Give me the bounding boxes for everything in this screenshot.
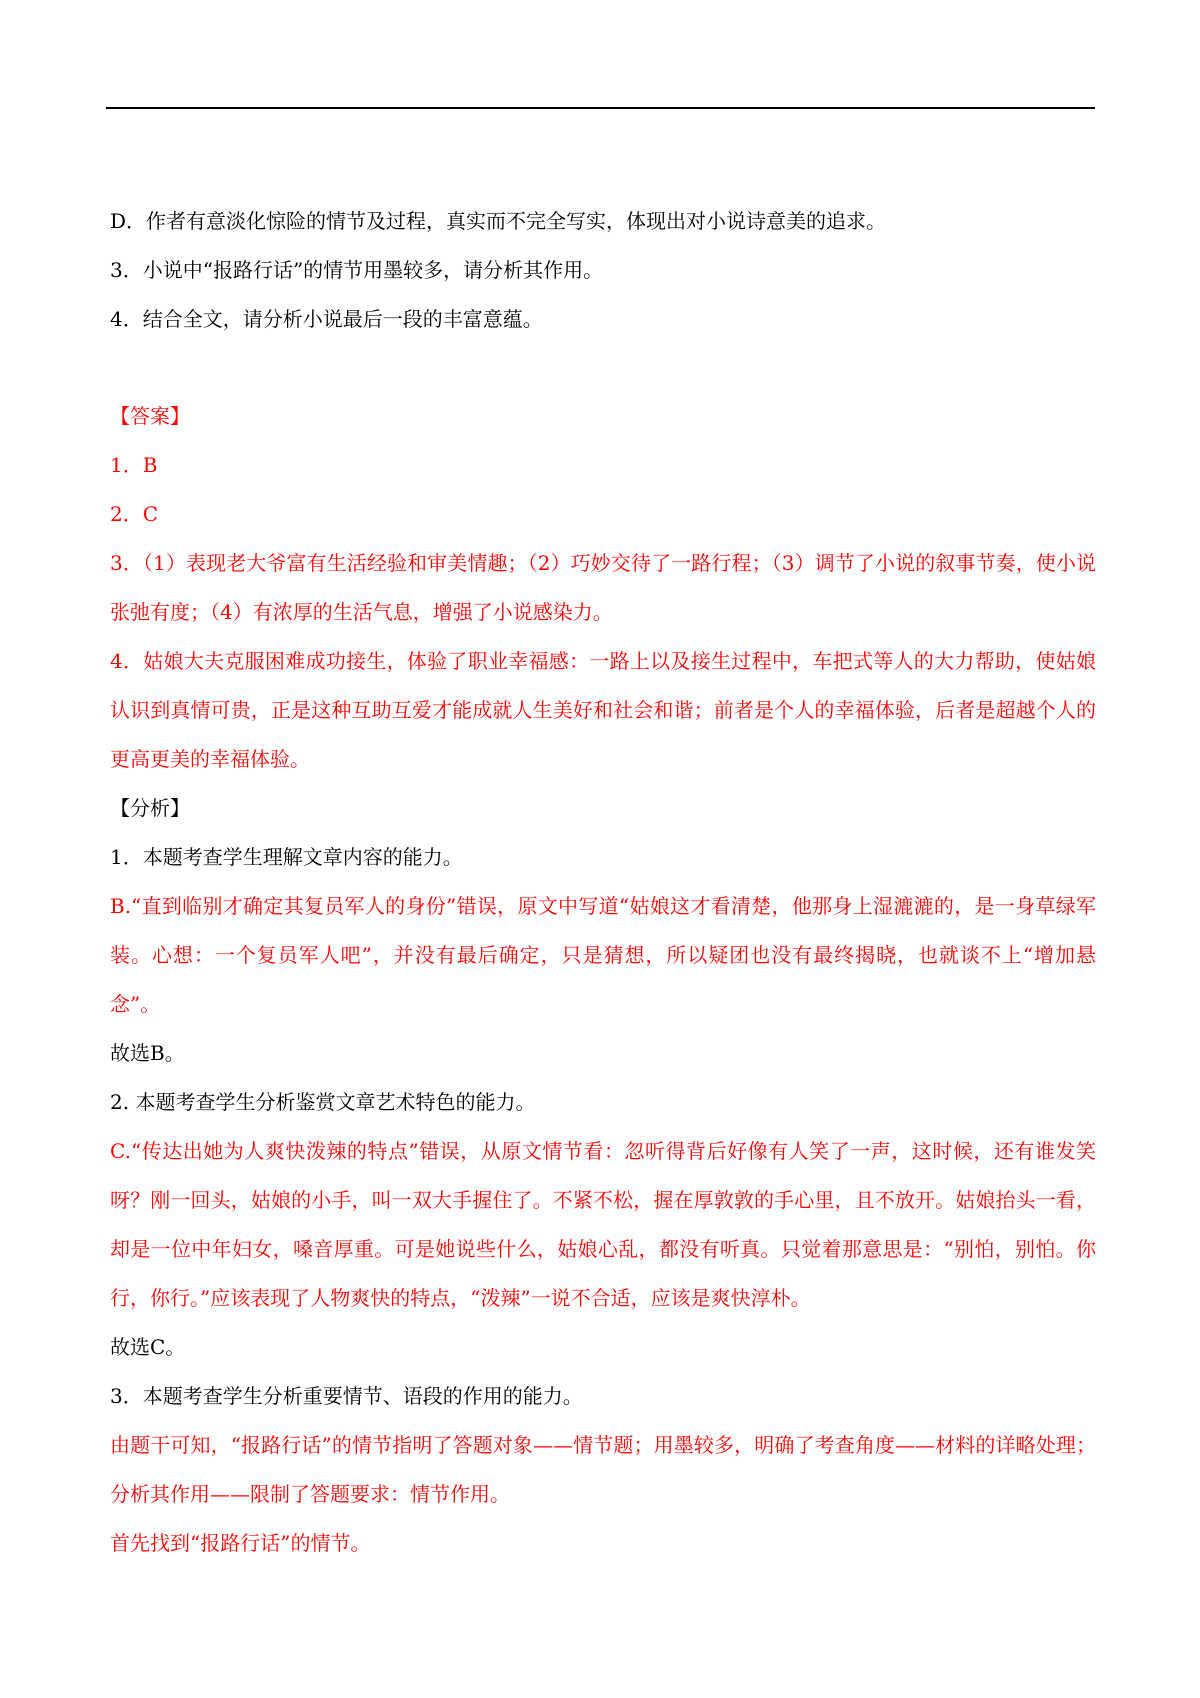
answer-heading: 【答案】 (110, 404, 190, 428)
document-body (110, 197, 1096, 1568)
analysis-2-body: C.“传达出她为人爽快泼辣的特点”错误，从原文情节看：忽听得背后好像有人笑了一声，这时候，还有谁发笑呀？刚一回头，姑娘的小手，叫一双大手握住了。不紧不松，握在厚敦敦的手心里，且不放开。姑娘抬头一看，却是一位中年妇女，嗓音厚重。可是她说些什么，姑娘心乱，都没有听真。只觉着那意思是：“别怕，别怕。你行，你行。”应该表现了人物爽快的特点，“泼辣”一说不合适，应该是爽快淳朴。 (110, 1139, 1096, 1310)
answer-3: 3．（1）表现老大爷富有生活经验和审美情趣；（2）巧妙交待了一路行程；（3）调节了小说的叙事节奏，使小说张弛有度；（4）有浓厚的生活气息，增强了小说感染力。 (110, 551, 1096, 624)
analysis-2-conclusion: 故选C。 (110, 1335, 186, 1359)
answer-2: 2．C (110, 502, 159, 526)
option-d-text: D．作者有意淡化惊险的情节及过程，真实而不完全写实，体现出对小说诗意美的追求。 (110, 209, 887, 233)
header-rule (106, 107, 1095, 109)
section-gap (110, 344, 1096, 392)
analysis-1-intro: 1．本题考查学生理解文章内容的能力。 (110, 845, 463, 869)
answer-4: 4．姑娘大夫克服困难成功接生，体验了职业幸福感：一路上以及接生过程中，车把式等人的大力帮助，使姑娘认识到真情可贵，正是这种互助互爱才能成就人生美好和社会和谐；前者是个人的幸福体验，后者是超越个人的更高更美的幸福体验。 (110, 649, 1096, 771)
analysis-1-conclusion: 故选B。 (110, 1041, 185, 1065)
question-4-text: 4．结合全文，请分析小说最后一段的丰富意蕴。 (110, 307, 543, 331)
question-3-text: 3．小说中“报路行话”的情节用墨较多，请分析其作用。 (110, 258, 604, 282)
analysis-3-step: 首先找到“报路行话”的情节。 (110, 1531, 371, 1555)
analysis-3-intro: 3．本题考查学生分析重要情节、语段的作用的能力。 (110, 1384, 583, 1408)
analysis-1-body: B.“直到临别才确定其复员军人的身份”错误，原文中写道“姑娘这才看清楚，他那身上湿漉漉的，是一身草绿军装。心想：一个复员军人吧”，并没有最后确定，只是猜想，所以疑团也没有最终揭晓，也就谈不上“增加悬念”。 (110, 894, 1096, 1016)
answer-1: 1．B (110, 453, 158, 477)
analysis-3-body: 由题干可知，“报路行话”的情节指明了答题对象——情节题；用墨较多，明确了考查角度——材料的详略处理；分析其作用——限制了答题要求：情节作用。 (110, 1433, 1096, 1506)
analysis-heading: 【分析】 (110, 796, 190, 820)
analysis-2-intro: 2. 本题考查学生分析鉴赏文章艺术特色的能力。 (110, 1090, 536, 1114)
